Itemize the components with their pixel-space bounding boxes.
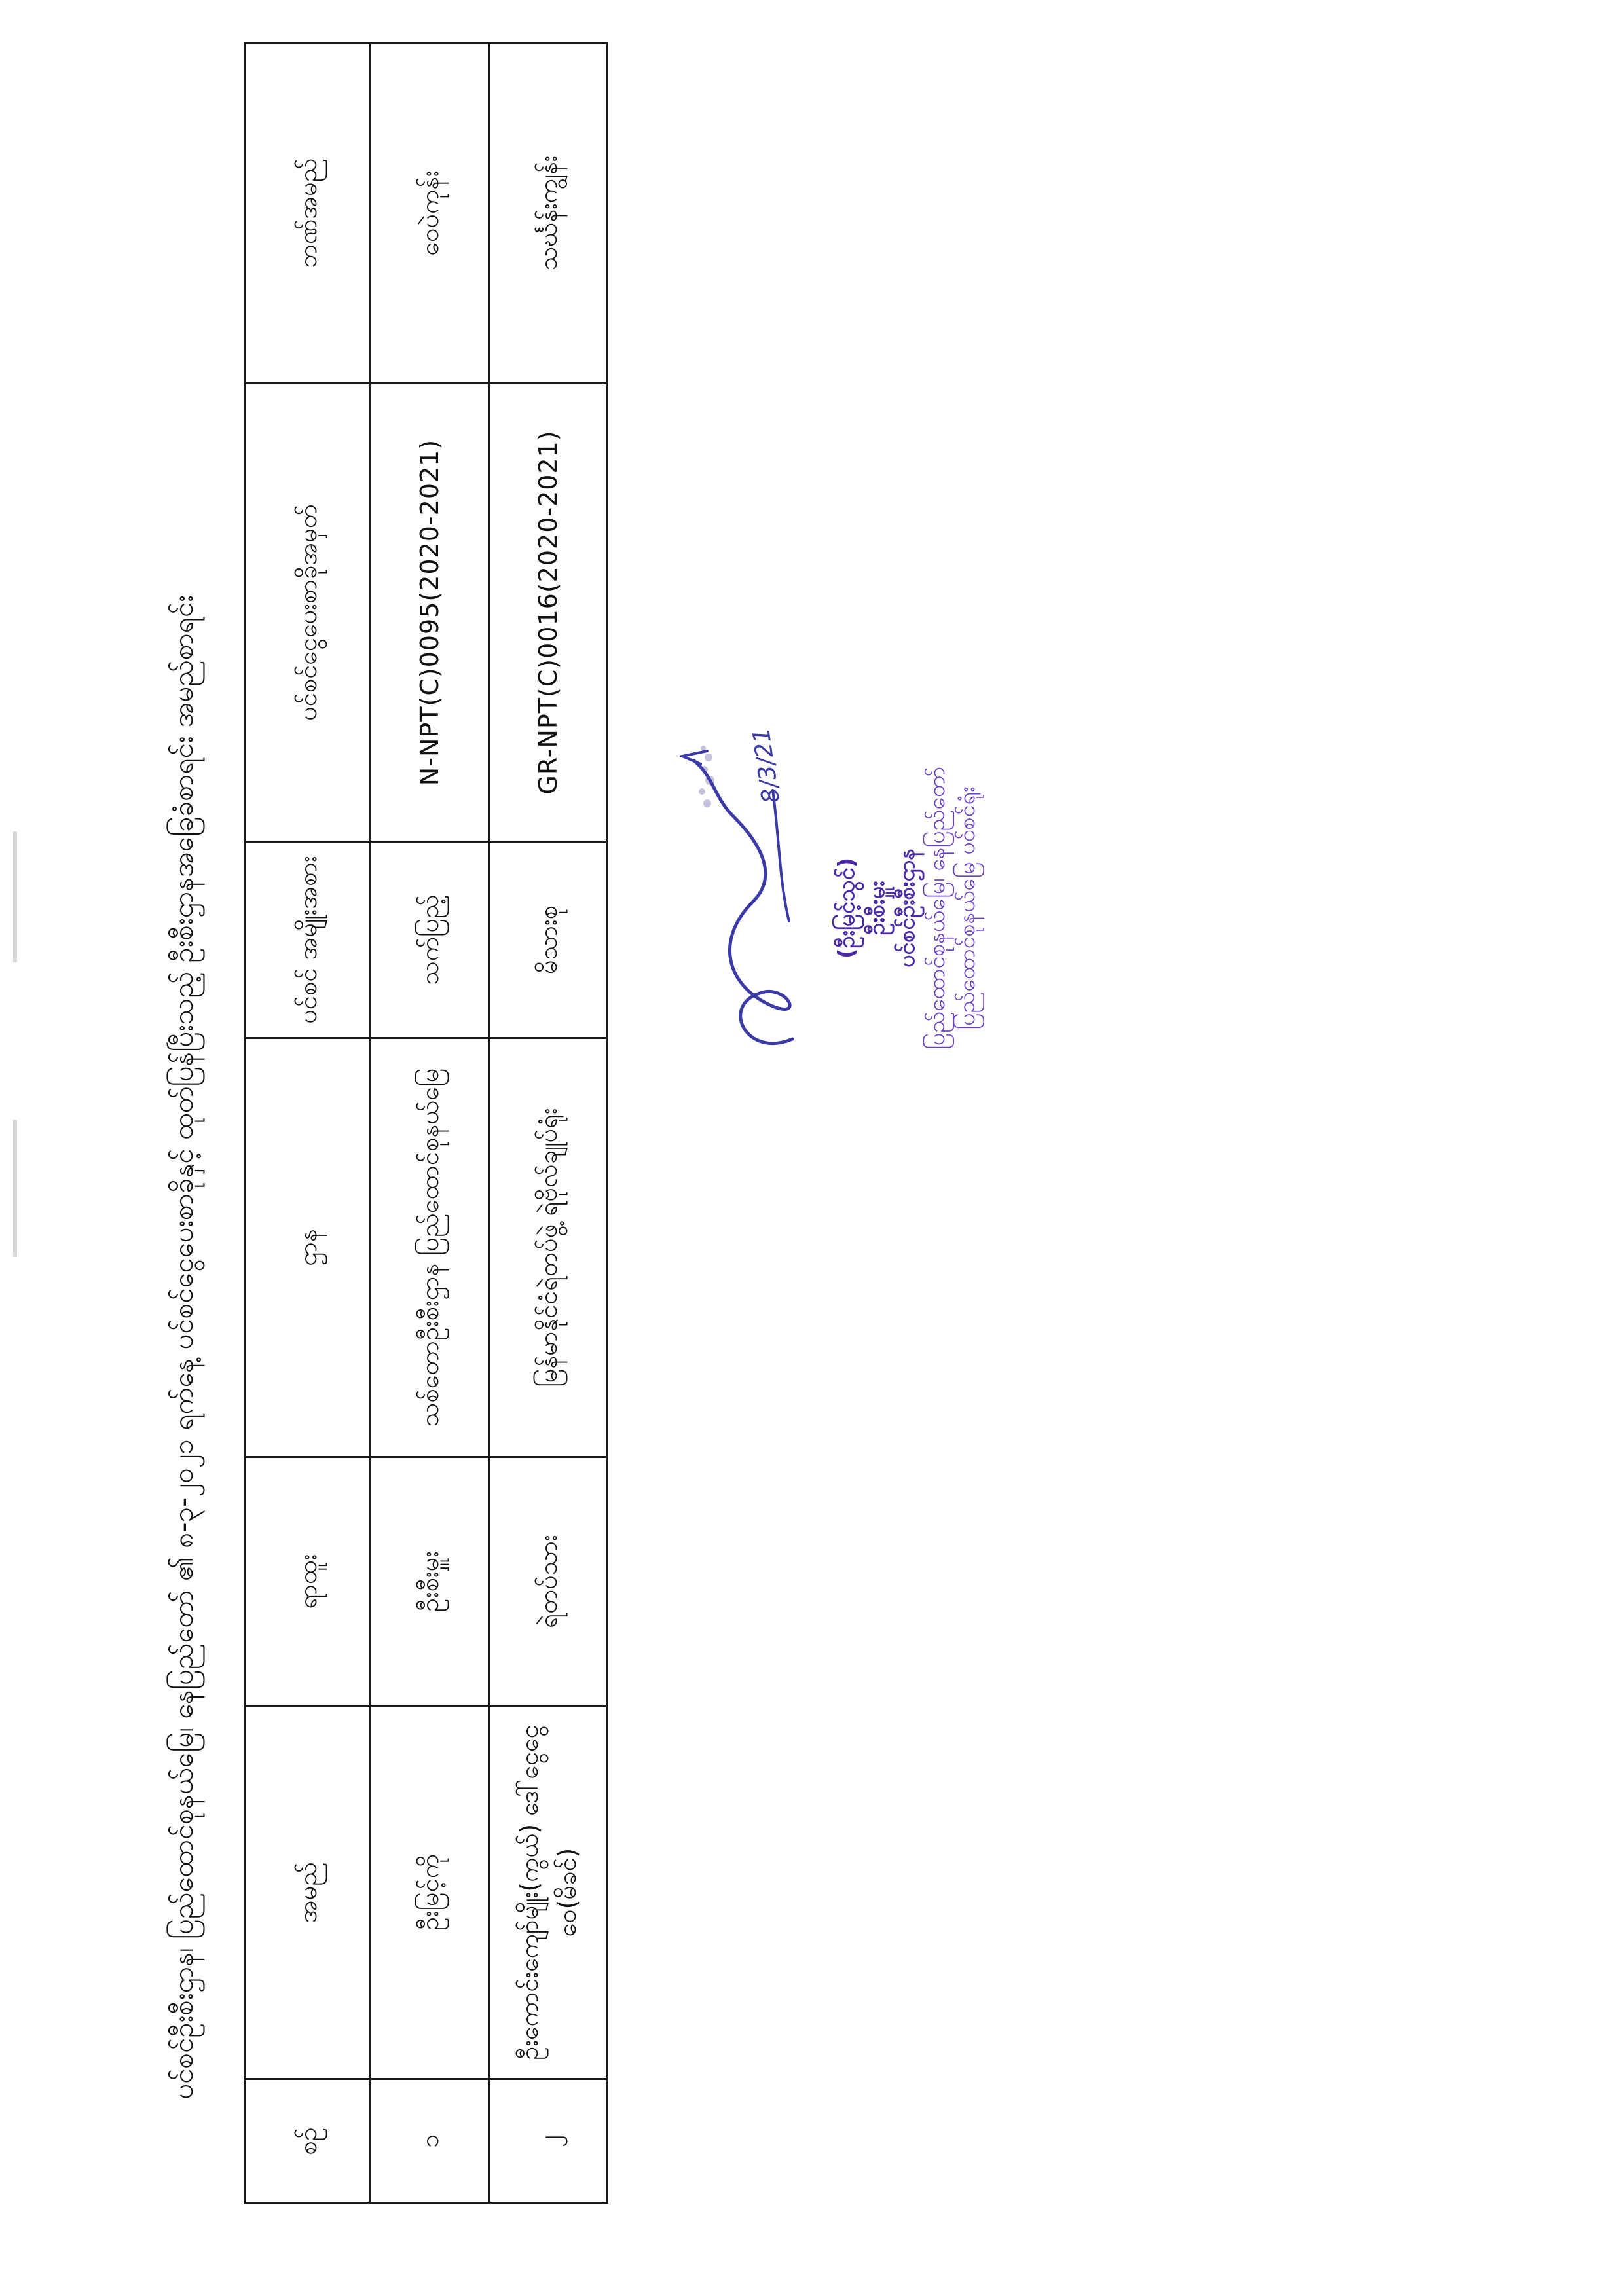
signer-office: ပြည်ထောင်စုနယ်မြေ ပင်စင်ရုံး [954, 786, 980, 1030]
row-number: ၂ [489, 2079, 608, 2204]
document-title: ပင်စင်ဦးစီးဌာန၊ ပြည်ထောင်စုနယ်မြေ၊ နေပြည်တော် ၏ ၈-၃-၂၀၂၁ ရက်နေ့ ပင်စင်ငွေပေးစာခိုနှင့် ထုတ်ပြန်ပြီးသည့် ဦးစီးဌာနအခြေခံစာရင်း အမည်စာရင်း [167, 595, 199, 2100]
header-cell: စဉ် [245, 2079, 371, 2204]
signer-location: ပြည်ထောင်စုနယ်မြေ၊ နေပြည်တော် [924, 767, 950, 1049]
handwritten-signature-icon [674, 725, 825, 1118]
signer-department: ပင်စင်ဦးစီးဌာန [894, 848, 920, 968]
signature-date: 8/3/21 [748, 725, 785, 805]
rank-cell: ရဲတပ်သား [489, 1457, 608, 1706]
header-cell: ပင်စင် အမျိုးအစား [245, 842, 371, 1038]
pension-table [244, 42, 608, 2204]
bank-cell: သင်္ဃန်းကျွန်း [489, 43, 608, 384]
pension-number-cell: GR-NPT(C)0016(2020-2021) [489, 384, 608, 842]
header-cell: ပင်စင်ငွေပေးစာခိုအမှတ် [245, 384, 371, 842]
pension-type-cell: သက်ပြည့် [371, 842, 489, 1038]
pension-type-cell: မိသားစု [489, 842, 608, 1038]
row-number: ၁ [371, 2079, 489, 2204]
signature-block [661, 646, 1067, 1170]
pension-number-cell: N-NPT(C)0095(2020-2021) [371, 384, 489, 842]
signer-position: ဦးစီးမှူး [864, 881, 890, 936]
department-cell: သစ်တောဦးစီးဌာန ပြည်ထောင်စုနယ်မြေ [371, 1038, 489, 1457]
signer-name: (ဦးမြင့်သွင်) [834, 857, 860, 959]
name-cell: ဦးမြင့်ကို [371, 1706, 489, 2079]
header-cell: အမည် [245, 1706, 371, 2079]
table-header-row [245, 43, 371, 2204]
table-row [489, 43, 608, 2204]
header-cell: ဘဏ်အမည် [245, 43, 371, 384]
department-cell: မြန်မာနိုင်ငံရဲတပ်ဖွဲ့ ရဲဗိုလ်ချုပ်ရုံး [489, 1038, 608, 1457]
name-cell: ဦးကောင်းကျော်မျိုး(ကွယ်) ဒေါ်ငွေငွေဝေ(မိခင်) [489, 1706, 608, 2079]
header-cell: ဌာန [245, 1038, 371, 1457]
rank-cell: ဦးစီးမှူး [371, 1457, 489, 1706]
table-row [371, 43, 489, 2204]
header-cell: ရာထူး [245, 1457, 371, 1706]
bank-cell: ဝေပဲကုန်း [371, 43, 489, 384]
